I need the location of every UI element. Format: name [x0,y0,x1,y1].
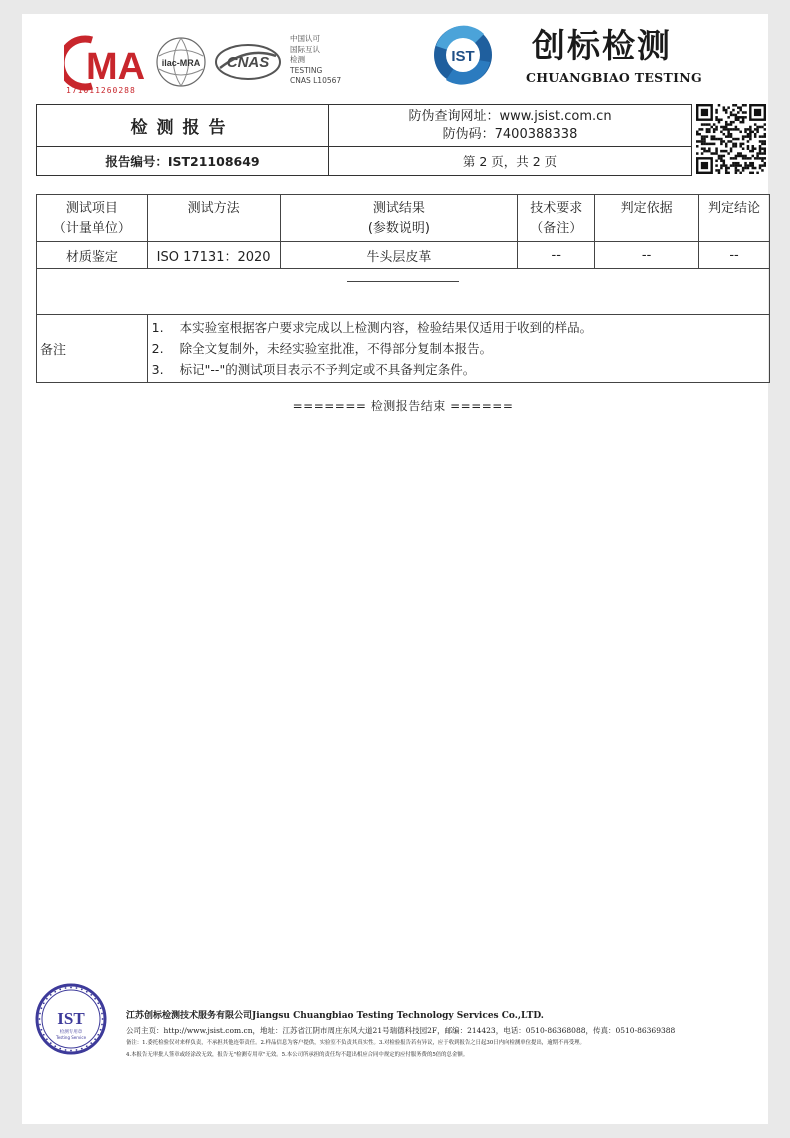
cell-basis: -- [595,242,699,269]
notes-label: 备注 [37,315,148,383]
report-title: 检测报告 [37,105,329,147]
header-cell: 测试方法 [147,195,280,242]
note-item: 3. 标记"--"的测试项目表示不予判定或不具备判定条件。 [151,362,476,377]
cell-result: 牛头层皮革 [280,242,518,269]
svg-text:MA: MA [86,46,146,88]
footer-address: 公司主页：http://www.jsist.com.cn，地址：江苏省江阴市周庄东风大道21号瑞德科技园2F，邮编：214423，电话：0510-86368088，传真：0510-86369388 [126,1026,676,1035]
verify-code: 防伪码：7400388338 [442,126,578,142]
cell-method: ISO 17131：2020 [147,242,280,269]
cma-logo [64,34,154,92]
note-item: 2. 除全文复制外，未经实验室批准，不得部分复制本报告。 [151,341,493,356]
blank-divider [347,281,459,282]
ilac-mra-logo [154,36,208,88]
header-cell: 判定结论 [699,195,770,242]
svg-text:IST: IST [451,48,475,65]
cell-item: 材质鉴定 [37,242,148,269]
results-table [36,194,770,383]
brand-name-en: CHUANGBIAO TESTING [526,70,702,85]
report-title-box [36,104,692,176]
ist-logo [426,22,500,86]
testing-seal [34,982,108,1056]
qr-code[interactable] [696,104,766,174]
footer-company: 江苏创标检测技术服务有限公司Jiangsu Chuangbiao Testing Technology Services Co.,LTD. [126,1011,544,1021]
verify-url: 防伪查询网址：www.jsist.com.cn [408,108,612,124]
table-row [37,242,770,269]
footer-note: 4.本报告无审批人签章或经涂改无效，报告无"检测专用章"无效。5.本公司所承担的责任均不超出相应合同中规定的应付服务费的5倍的总金额。 [126,1052,469,1058]
report-number: 报告编号：IST21108649 [37,147,329,175]
cnas-line: TESTING [290,65,323,75]
report-end-marker: ======= 检测报告结束 ====== [292,399,514,413]
svg-text:IST: IST [57,1009,85,1028]
header-cell: 测试结果 (参数说明) [280,195,518,242]
cell-requirement: -- [518,242,595,269]
cnas-line: 国际互认 [290,44,320,54]
svg-text:CNAS: CNAS [226,54,270,71]
cnas-line: 中国认可 [290,34,320,43]
cnas-logo [214,42,282,82]
cnas-line: CNAS L10567 [290,76,342,85]
table-blank-row [37,269,770,315]
brand-name-cn: 创标检测 [532,26,672,65]
notes-row [37,315,770,383]
note-item: 1. 本实验室根据客户要求完成以上检测内容，检验结果仅适用于收到的样品。 [151,320,593,335]
cnas-accreditation-text [290,34,341,87]
footer-note: 备注：1.委托检验仅对来样负责，不承担其他连带责任。2.样品信息为客户提供，实验室不负责其真实性。3.对检验报告若有异议，应于收到报告之日起30日内向检测单位提出，逾期不再受理。 [126,1040,585,1046]
header-cell: 技术要求 （备注） [518,195,595,242]
svg-text:Testing Service: Testing Service [55,1035,87,1040]
cma-code: 171011260288 [66,86,136,95]
page-info: 第 2 页，共 2 页 [462,154,558,169]
svg-text:ilac-MRA: ilac-MRA [161,58,201,68]
header-cell: 测试项目 （计量单位） [37,195,148,242]
cnas-line: 检测 [290,55,305,64]
cell-conclusion: -- [699,242,770,269]
blank-cell [37,269,770,315]
notes-body [147,315,769,383]
report-page [22,14,768,1124]
header-cell: 判定依据 [595,195,699,242]
verification-info [329,105,691,147]
table-header-row [37,195,770,242]
footer [126,1008,766,1060]
svg-text:检测专用章: 检测专用章 [59,1030,83,1035]
